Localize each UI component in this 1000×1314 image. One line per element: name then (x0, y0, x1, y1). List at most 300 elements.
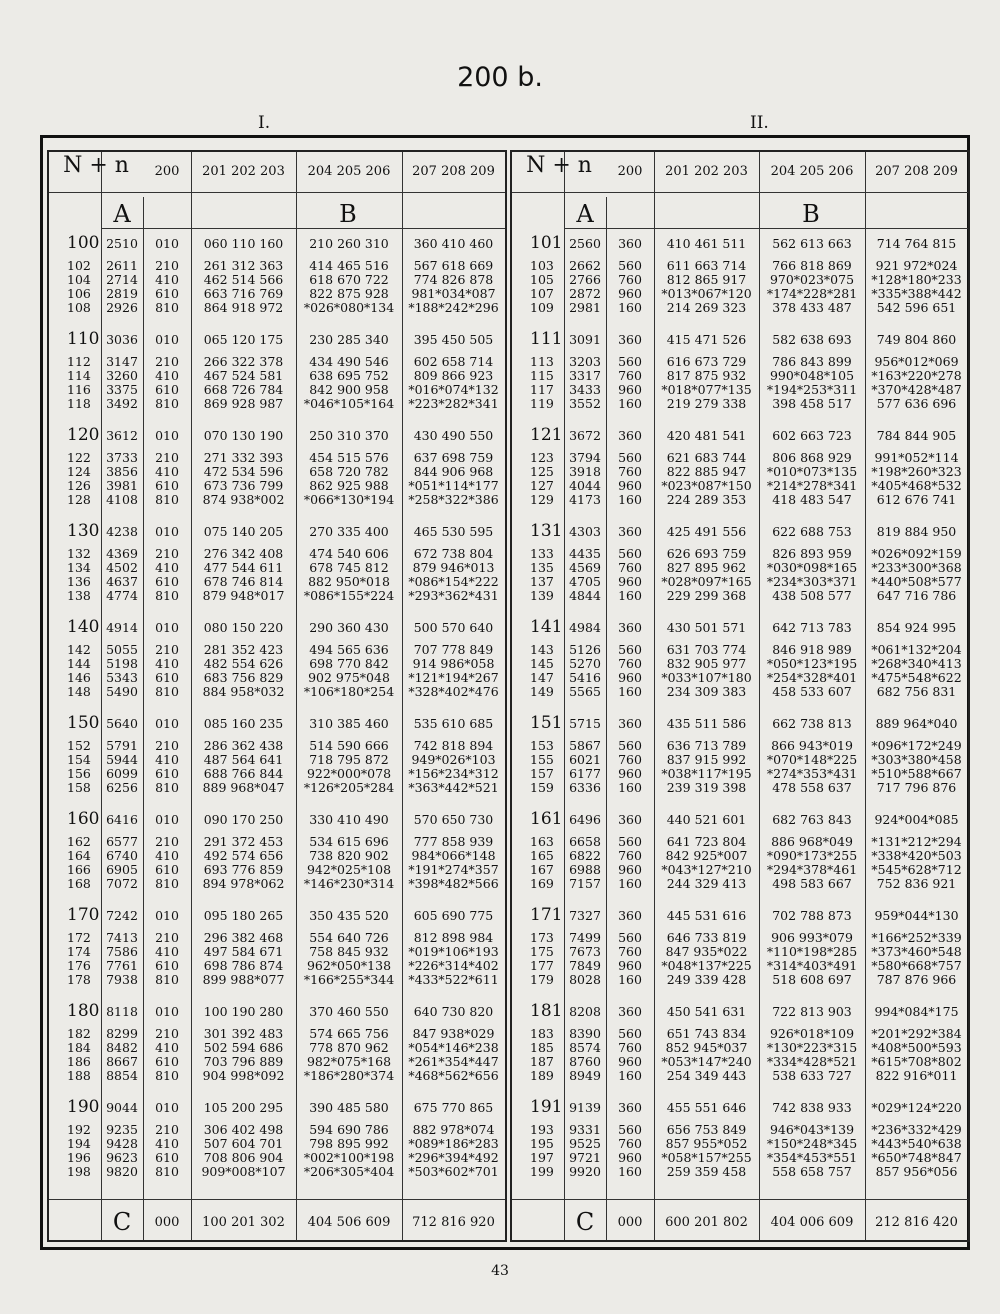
cell-c2: 462 514 566 (203, 272, 284, 287)
cell-c2: 812 865 917 (666, 272, 747, 287)
table-row (49, 684, 505, 699)
cell-c1: 960 (618, 574, 642, 589)
cell-c1: 210 (155, 1026, 179, 1041)
cell-c1: 210 (155, 738, 179, 753)
table-row (512, 368, 968, 383)
cell-n: 129 (530, 492, 554, 507)
cell-c1: 160 (618, 492, 642, 507)
cell-c1: 160 (618, 300, 642, 315)
cell-c4: *615*708*802 (871, 1054, 962, 1069)
row-group (512, 425, 968, 524)
cell-c1: 360 (618, 908, 642, 923)
cell-c3: *066*130*194 (303, 492, 395, 507)
cell-c3: 518 608 697 (772, 972, 852, 987)
cell-n: 116 (67, 382, 91, 397)
cell-a: 4984 (569, 620, 601, 635)
cell-a: 2819 (106, 286, 138, 301)
cell-c1: 210 (155, 546, 179, 561)
cell-n: 176 (67, 958, 91, 973)
cell-c1: 960 (618, 286, 642, 301)
cell-a: 6336 (569, 780, 601, 795)
row-group (49, 425, 505, 524)
cell-c1: 360 (618, 428, 642, 443)
cell-a: 5791 (106, 738, 138, 753)
cell-c1: 760 (618, 848, 642, 863)
cell-c1: 760 (618, 752, 642, 767)
table-row (512, 876, 968, 891)
cell-c4: *054*146*238 (408, 1040, 499, 1055)
cell-a: 2510 (106, 236, 138, 251)
cell-c1: 160 (618, 588, 642, 603)
cell-n: 141 (530, 617, 563, 637)
header-col-201-203: 201 202 203 (202, 164, 285, 179)
cell-c2: 497 584 671 (203, 944, 284, 959)
cell-c2: 065 120 175 (203, 332, 284, 347)
cell-c3: 678 745 812 (309, 560, 389, 575)
cell-c2: 085 160 235 (203, 716, 284, 731)
cell-c2: 889 968*047 (202, 780, 285, 795)
cell-c1: 560 (618, 354, 642, 369)
cell-c2: 075 140 205 (203, 524, 284, 539)
row-group (49, 329, 505, 428)
cell-c4: *545*628*712 (871, 862, 962, 877)
cell-n: 130 (67, 521, 100, 541)
cell-c3: 826 893 959 (772, 546, 852, 561)
cell-c1: 610 (155, 1054, 179, 1069)
row-group (512, 521, 968, 620)
cell-c2: 281 352 423 (203, 642, 284, 657)
table-row (512, 642, 968, 657)
cell-c3: 842 900 958 (309, 382, 389, 397)
table-row (512, 1068, 968, 1083)
cell-c3: *206*305*404 (303, 1164, 395, 1179)
cell-c2: 254 349 443 (666, 1068, 747, 1083)
cell-c4: 430 490 550 (413, 428, 494, 443)
cell-c1: 760 (618, 656, 642, 671)
cell-c1: 410 (155, 944, 179, 959)
cell-c1: 410 (155, 464, 179, 479)
cell-n: 139 (530, 588, 554, 603)
cell-a: 9525 (569, 1136, 601, 1151)
cell-c4: 360 410 460 (413, 236, 494, 251)
cell-c4: *121*194*267 (408, 670, 499, 685)
cell-c4: 637 698 759 (413, 450, 494, 465)
cell-n: 155 (530, 752, 554, 767)
table-row (512, 972, 968, 987)
cell-n: 103 (530, 258, 554, 273)
cell-c2: 894 978*062 (202, 876, 285, 891)
cell-n: 107 (530, 286, 554, 301)
cell-c3: *214*278*341 (766, 478, 858, 493)
cell-c1: 160 (618, 1068, 642, 1083)
row-group (49, 905, 505, 1004)
cell-a: 4914 (106, 620, 138, 635)
cell-a: 6496 (569, 812, 601, 827)
cell-a: 3091 (569, 332, 601, 347)
table-row (49, 1054, 505, 1069)
table-row (512, 521, 968, 541)
table-row (49, 521, 505, 541)
row-group (49, 809, 505, 908)
cell-c1: 960 (618, 1054, 642, 1069)
cell-c1: 010 (155, 716, 179, 731)
cell-c1: 160 (618, 780, 642, 795)
cell-n: 198 (67, 1164, 91, 1179)
cell-c4: *296*394*492 (408, 1150, 499, 1165)
row-group (49, 233, 505, 332)
footer-c: C (112, 1208, 132, 1236)
cell-a: 7157 (569, 876, 601, 891)
cell-c3: 638 695 752 (309, 368, 389, 383)
cell-n: 178 (67, 972, 91, 987)
cell-c2: 266 322 378 (203, 354, 284, 369)
cell-c4: 395 450 505 (413, 332, 494, 347)
footer-c3: 404 506 609 (307, 1215, 391, 1230)
cell-c4: *443*540*638 (871, 1136, 962, 1151)
table-row (512, 848, 968, 863)
cell-c2: 502 594 686 (203, 1040, 284, 1055)
table-row (512, 1122, 968, 1137)
cell-c1: 360 (618, 1004, 642, 1019)
cell-n: 125 (530, 464, 554, 479)
cell-c2: 693 776 859 (203, 862, 284, 877)
cell-c2: 477 544 611 (203, 560, 284, 575)
table-row (49, 656, 505, 671)
cell-n: 117 (530, 382, 554, 397)
cell-a: 3794 (569, 450, 601, 465)
cell-a: 3981 (106, 478, 138, 493)
cell-c4: *475*548*622 (871, 670, 962, 685)
cell-c1: 010 (155, 236, 179, 251)
cell-c3: 758 845 932 (309, 944, 389, 959)
cell-c2: 827 895 962 (666, 560, 747, 575)
cell-a: 6256 (106, 780, 138, 795)
cell-n: 173 (530, 930, 554, 945)
cell-c3: 962*050*138 (306, 958, 392, 973)
section-label-i: I. (258, 113, 271, 133)
cell-c3: 554 640 726 (309, 930, 389, 945)
table-row (49, 286, 505, 301)
cell-c2: 899 988*077 (202, 972, 285, 987)
table-row (49, 1136, 505, 1151)
table-row (49, 574, 505, 589)
table-row (512, 1097, 968, 1117)
cell-c1: 810 (155, 1068, 179, 1083)
table-row (49, 425, 505, 445)
cell-n: 142 (67, 642, 91, 657)
cell-c4: 882 978*074 (412, 1122, 495, 1137)
footer-c2: 600 201 802 (665, 1215, 748, 1230)
table-row (49, 464, 505, 479)
cell-c3: 722 813 903 (772, 1004, 852, 1019)
cell-n: 128 (67, 492, 91, 507)
table-row (512, 1054, 968, 1069)
cell-n: 197 (530, 1150, 554, 1165)
cell-n: 143 (530, 642, 554, 657)
cell-c1: 960 (618, 478, 642, 493)
cell-c1: 610 (155, 382, 179, 397)
cell-a: 3147 (106, 354, 138, 369)
cell-c1: 410 (155, 848, 179, 863)
cell-c3: *070*148*225 (766, 752, 858, 767)
cell-c3: *106*180*254 (303, 684, 395, 699)
cell-n: 185 (530, 1040, 554, 1055)
cell-c1: 760 (618, 272, 642, 287)
cell-a: 6822 (569, 848, 601, 863)
cell-a: 4369 (106, 546, 138, 561)
cell-n: 140 (67, 617, 100, 637)
cell-c2: *033*107*180 (661, 670, 752, 685)
cell-c4: *503*602*701 (408, 1164, 499, 1179)
cell-a: 3612 (106, 428, 138, 443)
cell-c4: 612 676 741 (876, 492, 957, 507)
cell-n: 101 (530, 233, 563, 253)
cell-c1: 560 (618, 450, 642, 465)
cell-c2: *043*127*210 (661, 862, 752, 877)
cell-c4: 921 972*024 (875, 258, 958, 273)
cell-c2: 874 938*002 (202, 492, 285, 507)
cell-a: 6177 (569, 766, 601, 781)
cell-a: 8949 (569, 1068, 601, 1083)
cell-c2: 698 786 874 (203, 958, 284, 973)
table-row (512, 834, 968, 849)
cell-a: 5198 (106, 656, 138, 671)
cell-c3: 718 795 872 (309, 752, 389, 767)
cell-c1: 210 (155, 258, 179, 273)
cell-c3: 230 285 340 (309, 332, 389, 347)
cell-c1: 360 (618, 1100, 642, 1115)
cell-c2: 832 905 977 (666, 656, 747, 671)
cell-c4: *156*234*312 (408, 766, 499, 781)
cell-c2: 651 743 834 (666, 1026, 747, 1041)
section-label-ii: II. (750, 113, 769, 133)
table-row (512, 286, 968, 301)
table-row (49, 972, 505, 987)
cell-a: 7586 (106, 944, 138, 959)
cell-a: 4569 (569, 560, 601, 575)
cell-c1: 210 (155, 354, 179, 369)
cell-c4: 567 618 669 (413, 258, 494, 273)
cell-c4: *233*300*368 (871, 560, 962, 575)
cell-c4: *089*186*283 (408, 1136, 499, 1151)
cell-c1: 760 (618, 1136, 642, 1151)
table-row (49, 1122, 505, 1137)
row-group (49, 713, 505, 812)
cell-a: 3260 (106, 368, 138, 383)
cell-c4: 959*044*130 (874, 908, 959, 923)
cell-c1: 010 (155, 332, 179, 347)
cell-n: 113 (530, 354, 554, 369)
cell-c2: *018*077*135 (661, 382, 752, 397)
cell-c2: 425 491 556 (666, 524, 747, 539)
cell-a: 5640 (106, 716, 138, 731)
cell-a: 4637 (106, 574, 138, 589)
cell-c1: 010 (155, 1004, 179, 1019)
cell-c1: 760 (618, 1040, 642, 1055)
cell-c4: 924*004*085 (874, 812, 959, 827)
cell-c3: 822 875 928 (309, 286, 389, 301)
table-row (512, 1150, 968, 1165)
cell-n: 137 (530, 574, 554, 589)
cell-n: 199 (530, 1164, 554, 1179)
cell-c3: *050*123*195 (766, 656, 858, 671)
cell-c1: 610 (155, 766, 179, 781)
cell-n: 115 (530, 368, 554, 383)
cell-c2: *053*147*240 (661, 1054, 752, 1069)
cell-a: 9139 (569, 1100, 601, 1115)
cell-c1: 410 (155, 272, 179, 287)
cell-c2: 229 299 368 (666, 588, 747, 603)
row-group (512, 233, 968, 332)
cell-n: 194 (67, 1136, 91, 1151)
table-row (49, 617, 505, 637)
cell-n: 168 (67, 876, 91, 891)
cell-c4: 956*012*069 (874, 354, 959, 369)
cell-c3: 574 665 756 (309, 1026, 389, 1041)
cell-n: 160 (67, 809, 100, 829)
cell-c3: 922*000*078 (306, 766, 392, 781)
cell-c3: *334*428*521 (766, 1054, 858, 1069)
footer-c3: 404 006 609 (770, 1215, 854, 1230)
cell-c2: *013*067*120 (661, 286, 752, 301)
table-row (512, 670, 968, 685)
cell-c3: *026*080*134 (303, 300, 395, 315)
cell-a: 6416 (106, 812, 138, 827)
cell-c3: *130*223*315 (766, 1040, 858, 1055)
cell-c3: 310 385 460 (309, 716, 389, 731)
cell-n: 186 (67, 1054, 91, 1069)
cell-n: 105 (530, 272, 554, 287)
cell-n: 136 (67, 574, 91, 589)
footer-c1: 000 (617, 1215, 643, 1230)
cell-a: 2611 (106, 258, 138, 273)
cell-n: 170 (67, 905, 100, 925)
cell-c1: 210 (155, 930, 179, 945)
cell-c4: 602 658 714 (413, 354, 494, 369)
cell-c2: *048*137*225 (661, 958, 752, 973)
cell-c3: *146*230*314 (303, 876, 395, 891)
cell-n: 162 (67, 834, 91, 849)
table-row (49, 738, 505, 753)
cell-n: 146 (67, 670, 91, 685)
table-row (49, 492, 505, 507)
cell-a: 2872 (569, 286, 601, 301)
cell-n: 196 (67, 1150, 91, 1165)
table-row (49, 300, 505, 315)
cell-c4: *029*124*220 (871, 1100, 962, 1115)
cell-c4: *061*132*204 (871, 642, 962, 657)
cell-a: 5055 (106, 642, 138, 657)
table-row (512, 1164, 968, 1179)
cell-c3: *010*073*135 (766, 464, 858, 479)
cell-c2: 224 289 353 (666, 492, 747, 507)
table-row (49, 560, 505, 575)
cell-c2: 842 925*007 (665, 848, 748, 863)
cell-a: 5944 (106, 752, 138, 767)
cell-c3: 438 508 577 (772, 588, 852, 603)
cell-c3: *294*378*461 (766, 862, 858, 877)
table-row (49, 272, 505, 287)
cell-a: 4502 (106, 560, 138, 575)
cell-a: 4844 (569, 588, 601, 603)
cell-n: 177 (530, 958, 554, 973)
cell-c4: 717 796 876 (876, 780, 957, 795)
cell-c4: *201*292*384 (871, 1026, 962, 1041)
table-row (512, 738, 968, 753)
cell-a: 5867 (569, 738, 601, 753)
table-row (49, 1040, 505, 1055)
cell-n: 154 (67, 752, 91, 767)
cell-c3: 558 658 757 (772, 1164, 852, 1179)
cell-c1: 410 (155, 752, 179, 767)
cell-n: 149 (530, 684, 554, 699)
table-row (49, 588, 505, 603)
cell-c4: 752 836 921 (876, 876, 957, 891)
cell-c3: 942*025*108 (306, 862, 392, 877)
cell-c4: 640 730 820 (413, 1004, 494, 1019)
cell-n: 119 (530, 396, 554, 411)
cell-c3: 562 613 663 (772, 236, 852, 251)
cell-c4: 542 596 651 (876, 300, 957, 315)
cell-c2: 430 501 571 (666, 620, 747, 635)
header-col-201-203: 201 202 203 (665, 164, 748, 179)
cell-c2: *038*117*195 (661, 766, 752, 781)
table-row (512, 617, 968, 637)
cell-c1: 560 (618, 1122, 642, 1137)
cell-n: 195 (530, 1136, 554, 1151)
cell-c4: 819 884 950 (876, 524, 957, 539)
cell-c3: 702 788 873 (772, 908, 852, 923)
cell-a: 9920 (569, 1164, 601, 1179)
cell-c2: 450 541 631 (666, 1004, 747, 1019)
cell-a: 3375 (106, 382, 138, 397)
cell-c2: 884 958*032 (202, 684, 285, 699)
cell-c3: 742 838 933 (772, 1100, 852, 1115)
table-panel-i (47, 150, 507, 1242)
table-row (49, 478, 505, 493)
cell-n: 166 (67, 862, 91, 877)
cell-c3: 906 993*079 (771, 930, 853, 945)
cell-a: 7327 (569, 908, 601, 923)
cell-c3: 458 533 607 (772, 684, 852, 699)
cell-a: 2926 (106, 300, 138, 315)
cell-c2: 646 733 819 (666, 930, 747, 945)
cell-n: 184 (67, 1040, 91, 1055)
table-row (512, 382, 968, 397)
cell-c4: 809 866 923 (413, 368, 494, 383)
table-row (512, 862, 968, 877)
cell-c3: 778 870 962 (309, 1040, 389, 1055)
cell-c1: 560 (618, 258, 642, 273)
cell-c2: 852 945*037 (665, 1040, 748, 1055)
cell-c4: 675 770 865 (413, 1100, 494, 1115)
cell-a: 9044 (106, 1100, 138, 1115)
table-row (512, 1026, 968, 1041)
cell-c2: 636 713 789 (666, 738, 747, 753)
cell-n: 156 (67, 766, 91, 781)
row-group (49, 1097, 505, 1196)
cell-c4: 774 826 878 (413, 272, 494, 287)
cell-c2: 070 130 190 (203, 428, 284, 443)
cell-a: 8854 (106, 1068, 138, 1083)
cell-c2: 261 312 363 (203, 258, 284, 273)
cell-c2: 455 551 646 (666, 1100, 747, 1115)
cell-c3: *314*403*491 (766, 958, 858, 973)
header-col-200: 200 (617, 164, 643, 179)
cell-n: 102 (67, 258, 91, 273)
cell-n: 164 (67, 848, 91, 863)
cell-a: 8574 (569, 1040, 601, 1055)
